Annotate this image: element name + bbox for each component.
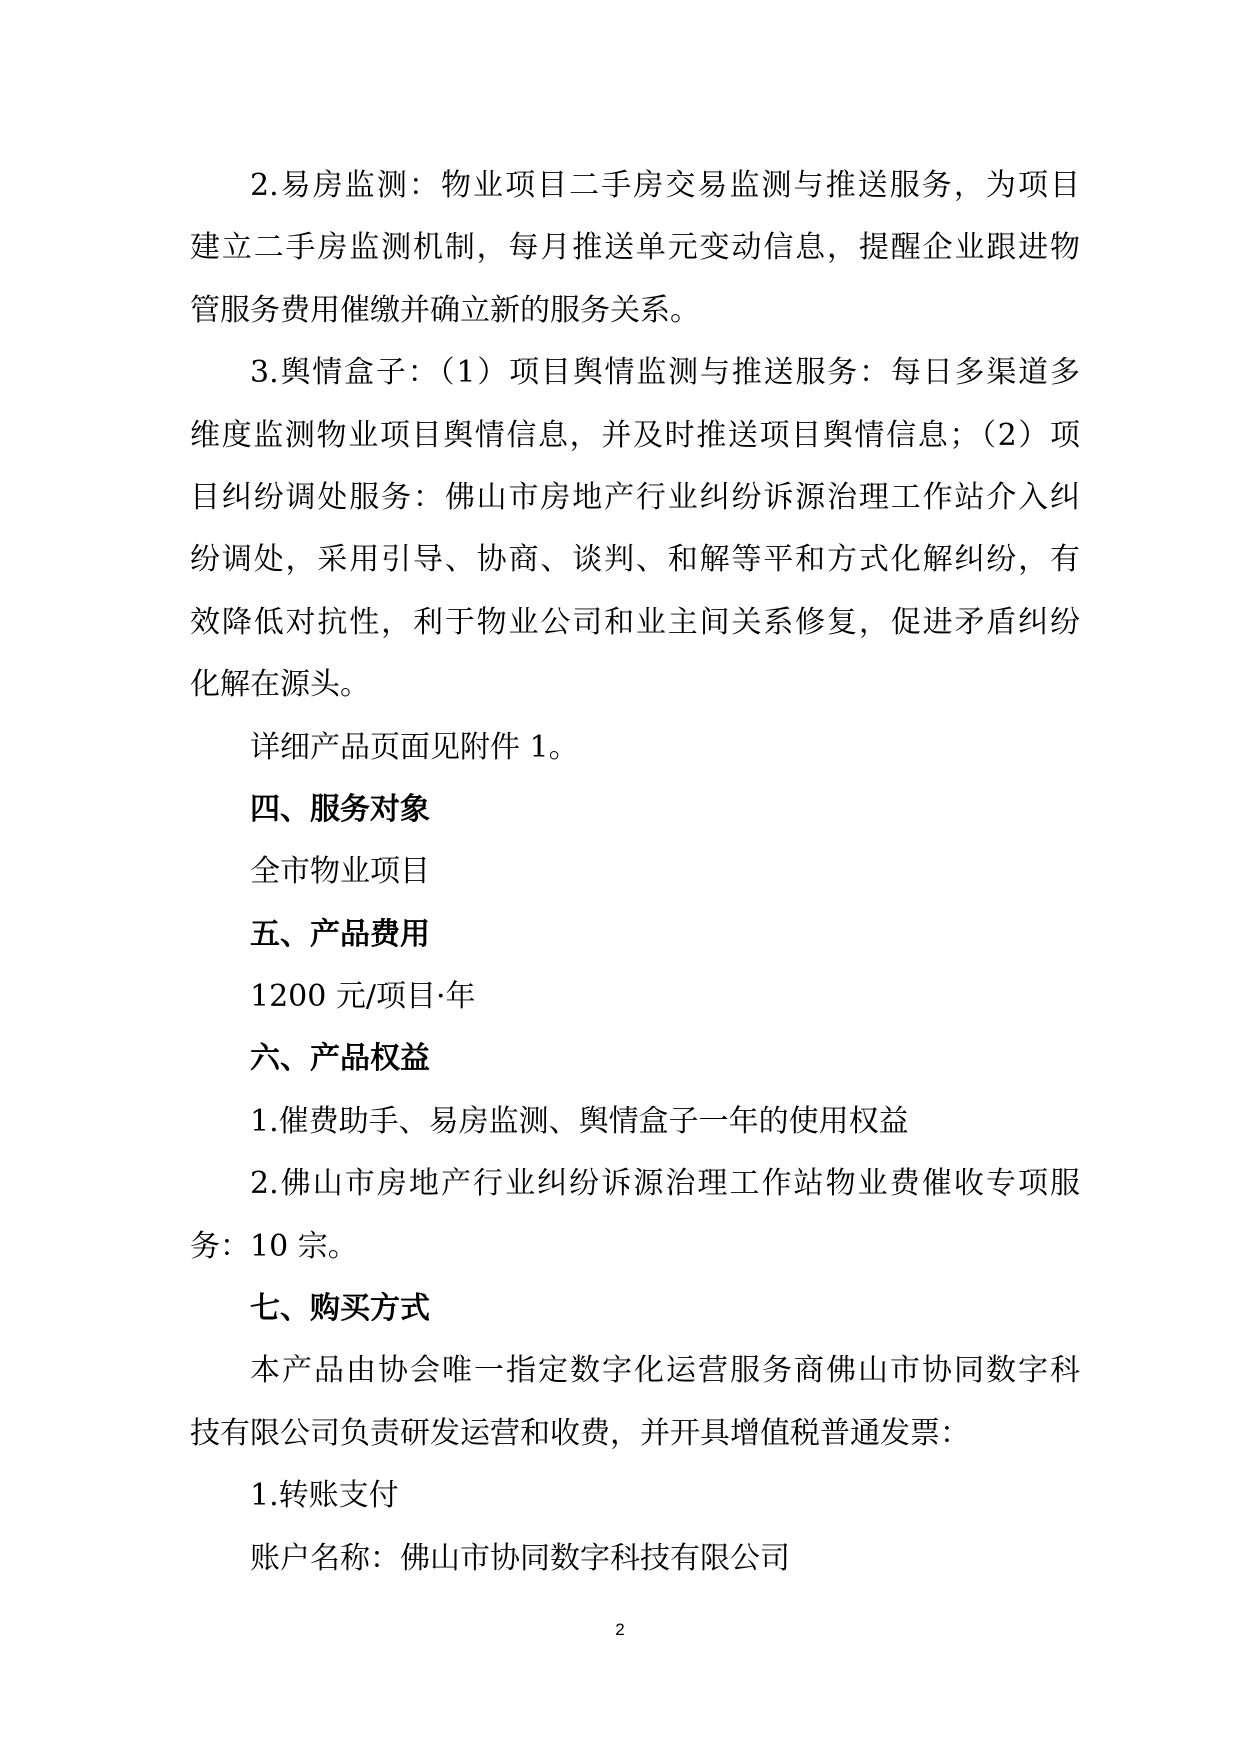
- text-line: 2.佛山市房地产行业纠纷诉源治理工作站物业费催收专项服: [250, 1166, 1080, 1202]
- section-heading: 四、服务对象: [250, 791, 430, 827]
- section-heading: 六、产品权益: [250, 1041, 430, 1077]
- text-line: 化解在源头。: [190, 667, 370, 703]
- text-line: 目纠纷调处服务：佛山市房地产行业纠纷诉源治理工作站介入纠: [190, 479, 1080, 515]
- text-line: 3.舆情盒子：（1）项目舆情监测与推送服务：每日多渠道多: [250, 355, 1080, 391]
- text-line: 务：10 宗。: [190, 1228, 358, 1264]
- text-line: 管服务费用催缴并确立新的服务关系。: [190, 292, 700, 328]
- text-line: 效降低对抗性，利于物业公司和业主间关系修复，促进矛盾纠纷: [190, 604, 1080, 640]
- text-line: 纷调处，采用引导、协商、谈判、和解等平和方式化解纠纷，有: [190, 542, 1080, 578]
- page-number: 2: [615, 1620, 625, 1639]
- text-line: 详细产品页面见附件 1。: [250, 729, 579, 765]
- text-line: 本产品由协会唯一指定数字化运营服务商佛山市协同数字科: [250, 1353, 1080, 1389]
- text-line: 技有限公司负责研发运营和收费，并开具增值税普通发票：: [190, 1415, 970, 1451]
- text-line: 1200 元/项目·年: [250, 979, 476, 1015]
- text-line: 账户名称：佛山市协同数字科技有限公司: [250, 1540, 790, 1576]
- text-line: 建立二手房监测机制，每月推送单元变动信息，提醒企业跟进物: [190, 230, 1080, 266]
- text-line: 2.易房监测：物业项目二手房交易监测与推送服务，为项目: [250, 168, 1080, 203]
- text-line: 1.催费助手、易房监测、舆情盒子一年的使用权益: [250, 1103, 909, 1139]
- section-heading: 五、产品费用: [250, 916, 430, 952]
- text-line: 维度监测物业项目舆情信息，并及时推送项目舆情信息；（2）项: [190, 417, 1080, 453]
- text-line: 全市物业项目: [250, 854, 430, 890]
- section-heading: 七、购买方式: [250, 1291, 430, 1327]
- text-line: 1.转账支付: [250, 1478, 399, 1514]
- document-body: [190, 155, 1080, 1590]
